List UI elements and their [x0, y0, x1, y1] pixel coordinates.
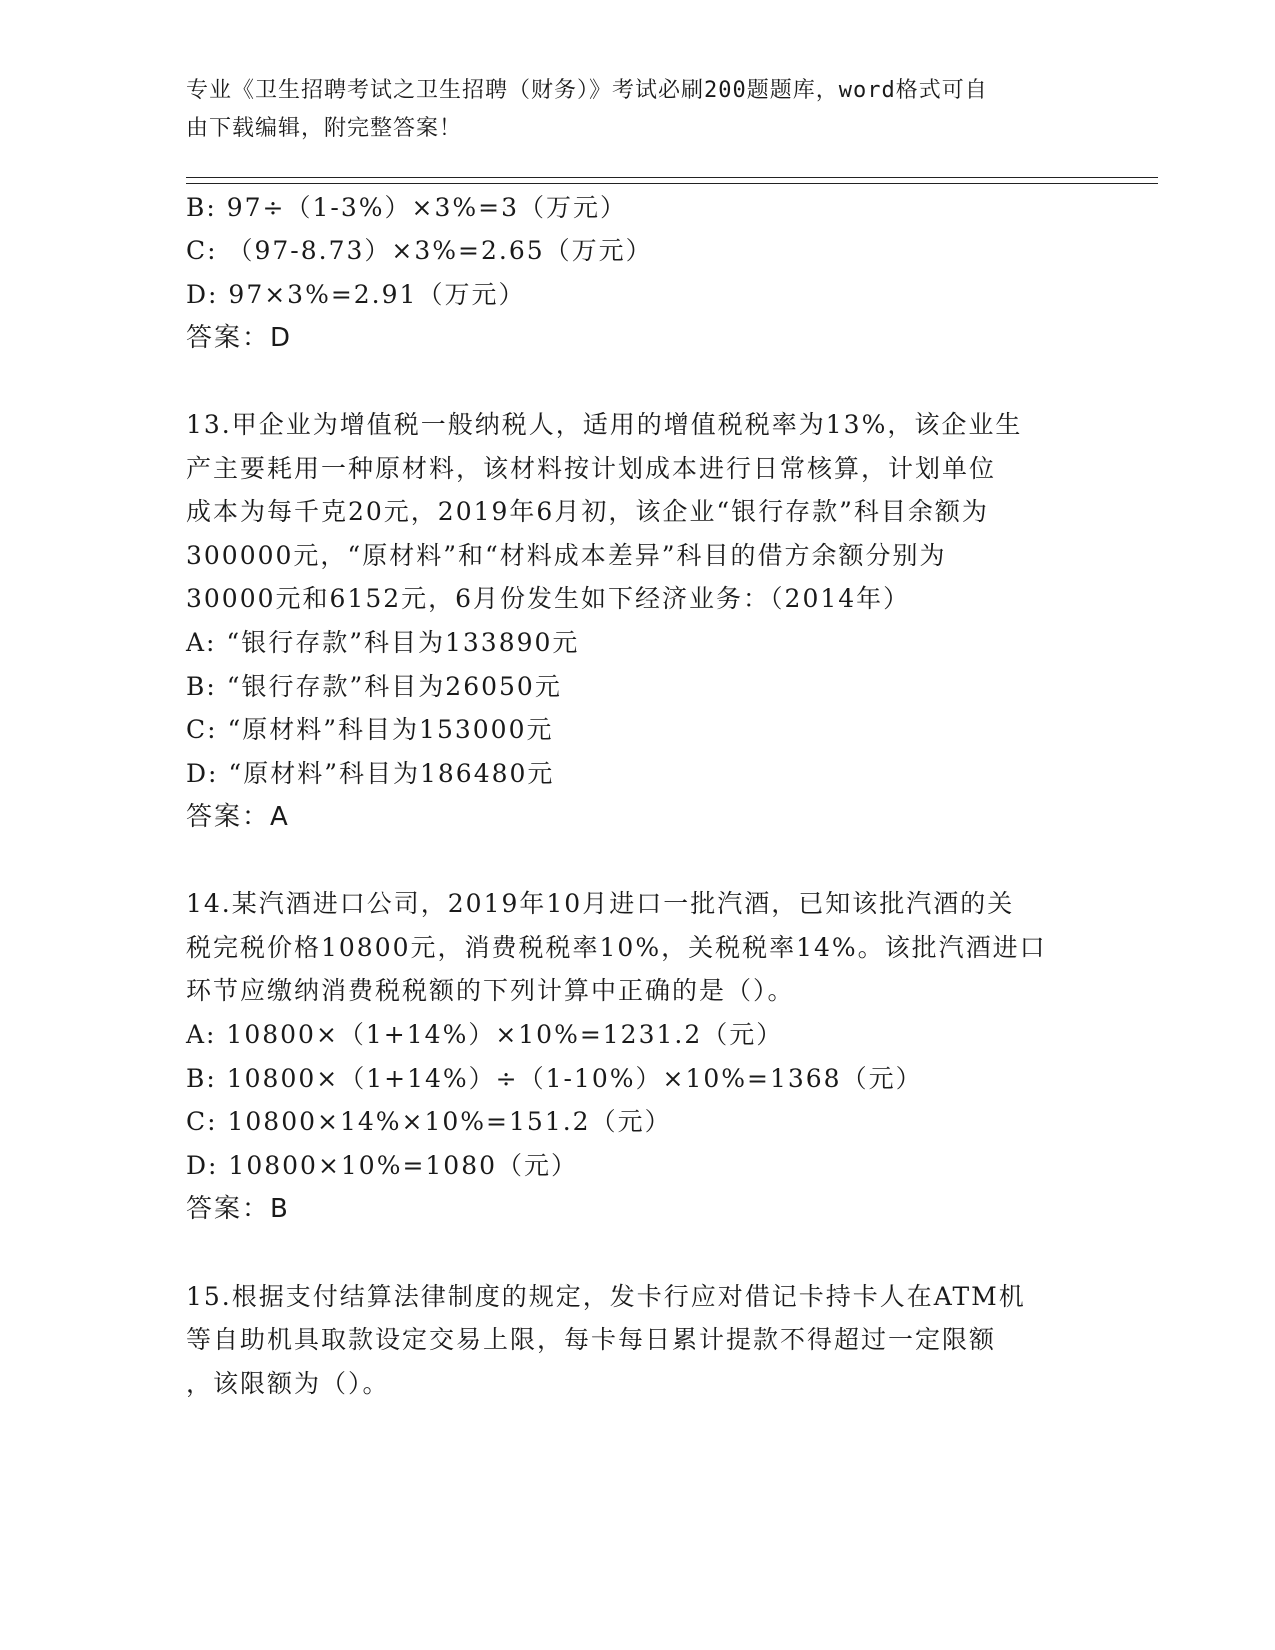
- q13-option-b: B: “银行存款”科目为26050元: [186, 672, 562, 701]
- q12-option-c: C: （97-8.73）×3%=2.65（万元）: [186, 236, 653, 265]
- q13-answer: 答案：A: [186, 802, 290, 832]
- q13-option-a: A: “银行存款”科目为133890元: [186, 628, 580, 657]
- q14-answer: 答案：B: [186, 1194, 290, 1224]
- q15-text-line-3: ，该限额为（）。: [186, 1369, 390, 1398]
- q12-answer: 答案：D: [186, 323, 293, 353]
- q12-option-d: D: 97×3%=2.91（万元）: [186, 280, 526, 309]
- q15-text-line-1: 15.根据支付结算法律制度的规定，发卡行应对借记卡持卡人在ATM机: [186, 1282, 1026, 1311]
- q14-option-b: B: 10800×（1+14%）÷（1-10%）×10%=1368（元）: [186, 1064, 923, 1093]
- q14-text-line-2: 税完税价格10800元，消费税税率10%，关税税率14%。该批汽酒进口: [186, 933, 1047, 962]
- q13-text-line-2: 产主要耗用一种原材料，该材料按计划成本进行日常核算，计划单位: [186, 454, 997, 483]
- q12-option-b: B: 97÷（1-3%）×3%=3（万元）: [186, 193, 627, 222]
- q14-text-line-1: 14.某汽酒进口公司，2019年10月进口一批汽酒，已知该批汽酒的关: [186, 889, 1015, 918]
- q13-text-line-1: 13.甲企业为增值税一般纳税人，适用的增值税税率为13%，该企业生: [186, 410, 1023, 439]
- q14-option-c: C: 10800×14%×10%=151.2（元）: [186, 1107, 672, 1136]
- header-divider-bottom: [186, 183, 1158, 184]
- q14-text-line-3: 环节应缴纳消费税税额的下列计算中正确的是（）。: [186, 976, 795, 1005]
- q15-text-line-2: 等自助机具取款设定交易上限，每卡每日累计提款不得超过一定限额: [186, 1325, 997, 1354]
- q13-text-line-4: 300000元，“原材料”和“材料成本差异”科目的借方余额分别为: [186, 541, 947, 570]
- document-header: [186, 72, 1086, 148]
- q13-text-line-5: 30000元和6152元，6月份发生如下经济业务：（2014年）: [186, 584, 911, 613]
- header-line-1: 专业《卫生招聘考试之卫生招聘（财务）》考试必刷200题题库，word格式可自: [186, 78, 988, 103]
- q13-option-d: D: “原材料”科目为186480元: [186, 759, 555, 788]
- q13-text-line-3: 成本为每千克20元，2019年6月初，该企业“银行存款”科目余额为: [186, 497, 989, 526]
- header-line-2: 由下载编辑，附完整答案！: [186, 116, 463, 141]
- q14-option-a: A: 10800×（1+14%）×10%=1231.2（元）: [186, 1020, 784, 1049]
- q13-option-c: C: “原材料”科目为153000元: [186, 715, 554, 744]
- header-divider-top: [186, 177, 1158, 178]
- q14-option-d: D: 10800×10%=1080（元）: [186, 1151, 579, 1180]
